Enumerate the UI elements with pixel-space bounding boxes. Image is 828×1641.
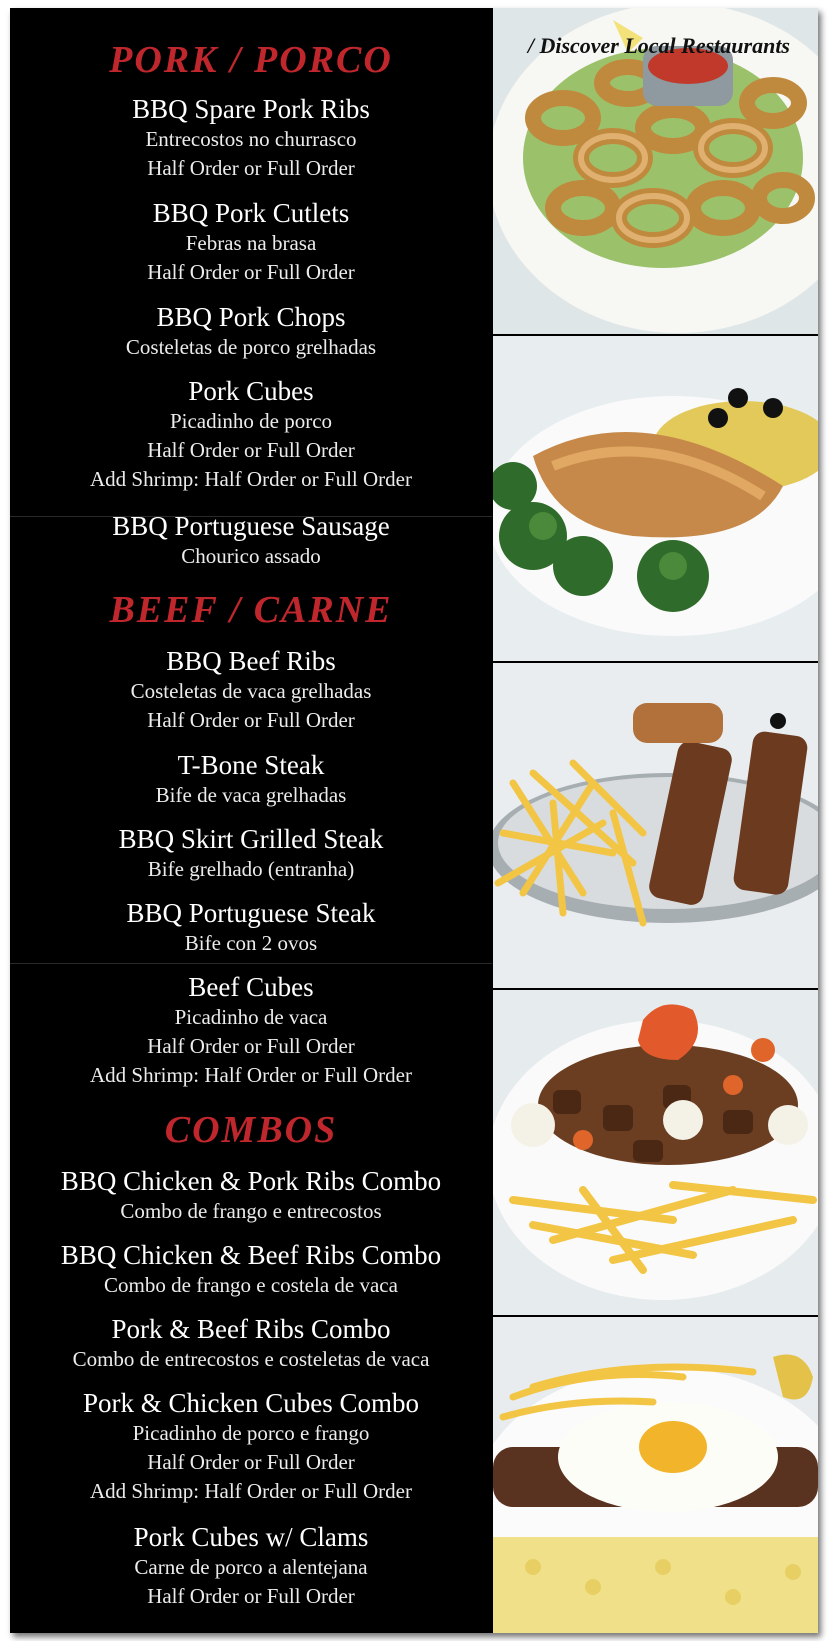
item-line: Picadinho de vaca [174,1005,328,1029]
menu-text-column [10,8,492,1633]
ribs-and-fries-photo [493,663,818,988]
menu-item [10,972,492,1090]
item-line: Half Order or Full Order [147,156,355,180]
menu-item [10,646,492,735]
item-name: BBQ Pork Chops [156,302,346,332]
fold-line [10,963,492,964]
item-name: BBQ Portuguese Steak [126,898,376,928]
item-line: Costeletas de vaca grelhadas [130,679,372,703]
item-line: Costeletas de porco grelhadas [125,335,377,359]
item-name: BBQ Spare Pork Ribs [132,94,370,124]
item-name: BBQ Pork Cutlets [152,198,350,228]
item-line: Bife grelhado (entranha) [147,857,355,881]
section-title-combos: COMBOS [164,1109,338,1151]
item-line: Bife con 2 ovos [184,931,318,955]
item-name: Pork & Chicken Cubes Combo [83,1388,419,1418]
item-name: Pork Cubes [188,376,314,406]
overlay-caption: / Discover Local Restaurants [527,33,790,58]
section-title-pork: PORK / PORCO [109,39,393,81]
item-name: BBQ Beef Ribs [166,646,336,676]
item-line: Half Order or Full Order [147,438,355,462]
menu-item [10,1522,492,1611]
item-line: Add Shrimp: Half Order or Full Order [90,1479,412,1503]
menu-item [10,1314,492,1374]
menu-item [10,898,492,958]
item-name: T-Bone Steak [177,750,325,780]
menu-item [10,511,492,571]
item-name: Pork & Beef Ribs Combo [111,1314,391,1344]
menu-item [10,198,492,287]
item-line: Half Order or Full Order [147,260,355,284]
menu-item [10,1240,492,1300]
menu-item [10,376,492,494]
item-line: Picadinho de porco [169,409,333,433]
item-name: Pork Cubes w/ Clams [133,1522,369,1552]
menu-item [10,1388,492,1506]
item-name: Beef Cubes [188,972,314,1002]
item-line: Combo de frango e entrecostos [120,1199,382,1223]
breaded-fish-photo [493,336,818,661]
item-line: Combo de entrecostos e costeletas de vaca [72,1347,430,1371]
item-name: BBQ Portuguese Sausage [112,511,390,541]
item-line: Febras na brasa [185,231,317,255]
item-line: Add Shrimp: Half Order or Full Order [90,1063,412,1087]
item-line: Combo de frango e costela de vaca [104,1273,398,1297]
menu-item [10,824,492,884]
menu-item [10,302,492,362]
steak-with-egg-photo [493,1317,818,1633]
item-line: Half Order or Full Order [147,1034,355,1058]
item-line: Entrecostos no churrasco [145,127,357,151]
menu-item [10,750,492,810]
pork-cubes-with-vegetables-photo [493,990,818,1315]
menu-item [10,94,492,183]
section-title-beef: BEEF / CARNE [109,589,393,631]
item-line: Add Shrimp: Half Order or Full Order [90,467,412,491]
item-name: BBQ Skirt Grilled Steak [118,824,384,854]
item-name: BBQ Chicken & Pork Ribs Combo [60,1166,442,1196]
item-line: Half Order or Full Order [147,708,355,732]
item-line: Carne de porco a alentejana [134,1555,368,1579]
item-line: Half Order or Full Order [147,1450,355,1474]
item-line: Half Order or Full Order [147,1584,355,1608]
photo-column [493,8,818,1633]
menu-item [10,1166,492,1226]
item-line: Bife de vaca grelhadas [155,783,347,807]
menu-sheet [10,8,818,1633]
item-name: BBQ Chicken & Beef Ribs Combo [60,1240,442,1270]
item-line: Chourico assado [181,544,321,568]
item-line: Picadinho de porco e frango [132,1421,370,1445]
